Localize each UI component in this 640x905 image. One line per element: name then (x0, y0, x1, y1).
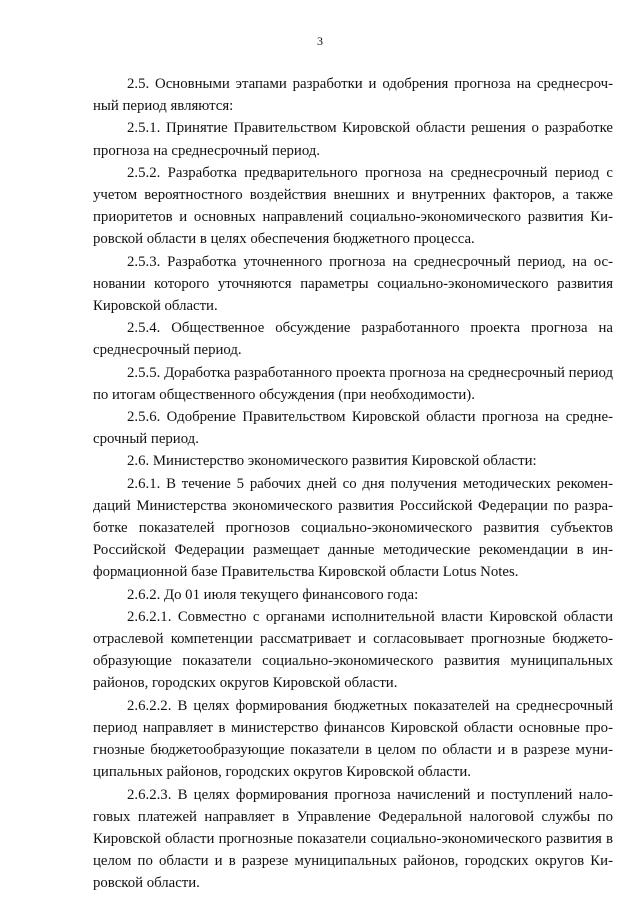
paragraph-2-6-1: 2.6.1. В течение 5 рабочих дней со дня получения методических рекомендаций Министерства экономического развития Российской Федерации по разработке показателей прогнозов социально-экономического развития субъектов Российской Федерации размещает данные методические рекомендации в информационной базе Правительства Кировской области Lotus Notes. (93, 475, 613, 581)
paragraph-2-5-4: 2.5.4. Общественное обсуждение разработанного проекта прогноза на среднесрочный период. (93, 320, 613, 359)
paragraph-2-5-1: 2.5.1. Принятие Правительством Кировской области решения о разработке прогноза на среднесрочный период. (93, 120, 613, 159)
document-body (93, 73, 613, 895)
paragraph-2-6-2-2: 2.6.2.2. В целях формирования бюджетных показателей на среднесрочный период направляет в министерство финансов Кировской области основные прогнозные бюджетообразующие показатели в целом по области и в разрезе муниципальных районов, городских округов Кировской области. (93, 697, 613, 781)
paragraph-2-5-6: 2.5.6. Одобрение Правительством Кировской области прогноза на среднесрочный период. (93, 409, 613, 448)
paragraph-2-5: 2.5. Основными этапами разработки и одобрения прогноза на среднесрочный период являются: (93, 76, 613, 115)
paragraph-2-6-2: 2.6.2. До 01 июля текущего финансового года: (127, 586, 419, 603)
paragraph-2-6: 2.6. Министерство экономического развития Кировской области: (127, 453, 537, 470)
page-number: 3 (317, 34, 323, 48)
paragraph-2-5-2: 2.5.2. Разработка предварительного прогноза на среднесрочный период с учетом вероятностного воздействия внешних и внутренних факторов, а также приоритетов и основных направлений социально-экономического развития Кировской области в целях обеспечения бюджетного процесса. (93, 164, 613, 248)
paragraph-2-6-2-3: 2.6.2.3. В целях формирования прогноза начислений и поступлений налоговых платежей направляет в Управление Федеральной налоговой службы по Кировской области прогнозные показатели социально-экономического развития в целом по области и в разрезе муниципальных районов, городских округов Кировской области. (93, 786, 613, 892)
paragraph-2-5-5: 2.5.5. Доработка разработанного проекта прогноза на среднесрочный период по итогам общественного обсуждения (при необходимости). (93, 364, 613, 403)
paragraph-2-5-3: 2.5.3. Разработка уточненного прогноза на среднесрочный период, на основании которого уточняются параметры социально-экономического развития Кировской области. (93, 253, 613, 315)
paragraph-2-6-2-1: 2.6.2.1. Совместно с органами исполнительной власти Кировской области отраслевой компетенции рассматривает и согласовывает прогнозные бюджетообразующие показатели социально-экономического развития муниципальных районов, городских округов Кировской области. (93, 608, 613, 692)
